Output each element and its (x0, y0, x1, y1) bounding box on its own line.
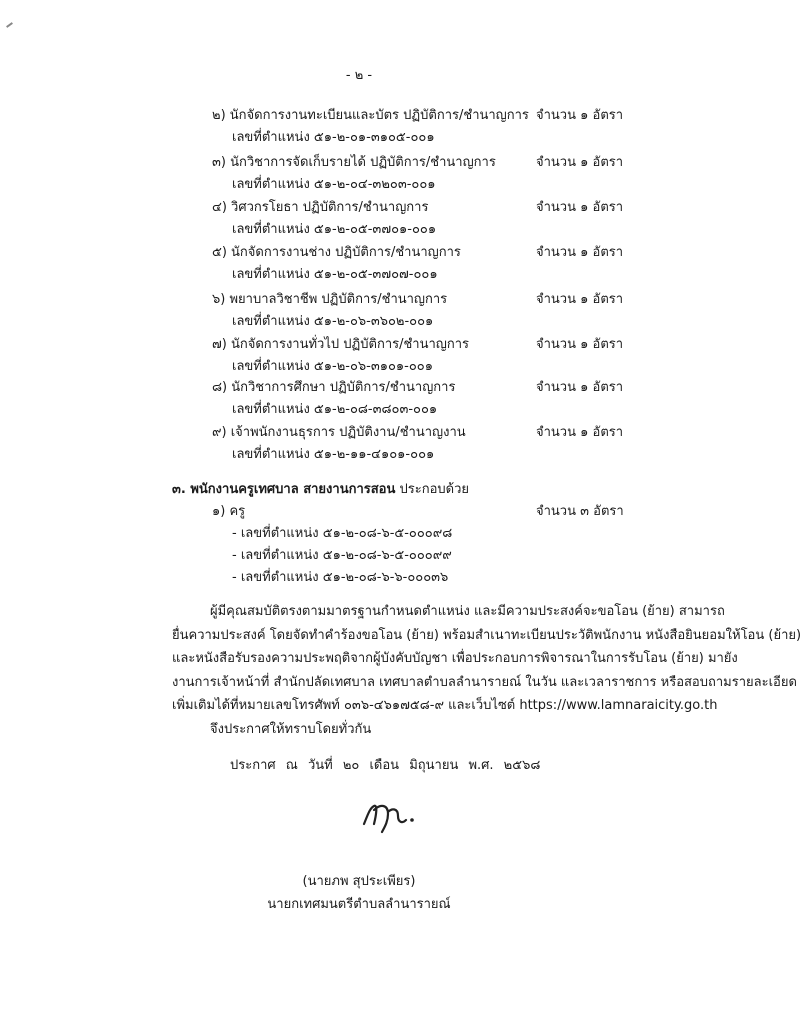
position-code: เลขที่ตำแหน่ง ๕๑-๒-๐๘-๓๘๐๓-๐๐๑ (232, 402, 438, 417)
position-code: เลขที่ตำแหน่ง ๕๑-๒-๐๖-๓๑๐๑-๐๐๑ (232, 359, 433, 374)
paragraph-line: ผู้มีคุณสมบัติตรงตามมาตรฐานกำหนดตำแหน่ง และมีความประสงค์จะขอโอน (ย้าย) สามารถ (210, 604, 725, 619)
teacher-code: - เลขที่ตำแหน่ง ๕๑-๒-๐๘-๖-๕-๐๐๐๙๘ (232, 526, 453, 541)
position-title: ๘) นักวิชาการศึกษา ปฏิบัติการ/ชำนาญการ (212, 380, 456, 395)
position-count: จำนวน ๑ อัตรา (536, 425, 624, 440)
section-3-heading-rest: ประกอบด้วย (395, 482, 470, 497)
position-code: เลขที่ตำแหน่ง ๕๑-๒-๐๕-๓๗๐๑-๐๐๑ (232, 222, 437, 237)
position-code: เลขที่ตำแหน่ง ๕๑-๒-๐๖-๓๖๐๒-๐๐๑ (232, 314, 434, 329)
signer-title: นายกเทศมนตรีตำบลลำนารายณ์ (267, 897, 451, 912)
position-code: เลขที่ตำแหน่ง ๕๑-๒-๐๔-๓๒๐๓-๐๐๑ (232, 177, 436, 192)
announcement-line: จึงประกาศให้ทราบโดยทั่วกัน (210, 722, 372, 737)
signature-image (358, 794, 418, 836)
position-count: จำนวน ๑ อัตรา (536, 108, 624, 123)
position-count: จำนวน ๑ อัตรา (536, 292, 624, 307)
position-title: ๙) เจ้าพนักงานธุรการ ปฏิบัติงาน/ชำนาญงาน (212, 425, 466, 440)
position-code: เลขที่ตำแหน่ง ๕๑-๒-๑๑-๔๑๐๑-๐๐๑ (232, 447, 435, 462)
scan-mark (6, 22, 13, 28)
section-3-heading-bold: ๓. พนักงานครูเทศบาล สายงานการสอน (172, 482, 396, 497)
teacher-count: จำนวน ๓ อัตรา (536, 504, 624, 519)
position-code: เลขที่ตำแหน่ง ๕๑-๒-๐๑-๓๑๐๕-๐๐๑ (232, 130, 435, 145)
position-code: เลขที่ตำแหน่ง ๕๑-๒-๐๕-๓๗๐๗-๐๐๑ (232, 267, 438, 282)
teacher-code: - เลขที่ตำแหน่ง ๕๑-๒-๐๘-๖-๖-๐๐๐๓๖ (232, 570, 449, 585)
body-paragraph (172, 600, 801, 718)
position-count: จำนวน ๑ อัตรา (536, 337, 624, 352)
position-title: ๔) วิศวกรโยธา ปฏิบัติการ/ชำนาญการ (212, 200, 429, 215)
position-title: ๖) พยาบาลวิชาชีพ ปฏิบัติการ/ชำนาญการ (212, 292, 448, 307)
teacher-title: ๑) ครู (212, 504, 246, 519)
position-count: จำนวน ๑ อัตรา (536, 245, 624, 260)
position-count: จำนวน ๑ อัตรา (536, 380, 624, 395)
position-count: จำนวน ๑ อัตรา (536, 200, 624, 215)
paragraph-line: งานการเจ้าหน้าที่ สำนักปลัดเทศบาล เทศบาลตำบลลำนารายณ์ ในวัน และเวลาราชการ หรือสอบถามรายละเอียด (172, 674, 797, 690)
section-3-heading (172, 478, 469, 499)
position-count: จำนวน ๑ อัตรา (536, 155, 624, 170)
page-number: - ๒ - (345, 68, 373, 83)
position-title: ๓) นักวิชาการจัดเก็บรายได้ ปฏิบัติการ/ชำนาญการ (212, 155, 496, 170)
position-title: ๒) นักจัดการงานทะเบียนและบัตร ปฏิบัติการ/ชำนาญการ (212, 108, 529, 123)
signer-name: (นายภพ สุประเพียร) (302, 874, 416, 889)
paragraph-line: ยื่นความประสงค์ โดยจัดทำคำร้องขอโอน (ย้าย) พร้อมสำเนาทะเบียนประวัติพนักงาน หนังสือยินยอมให้โอน (ย้าย) (172, 627, 801, 643)
paragraph-line: และหนังสือรับรองความประพฤติจากผู้บังคับบัญชา เพื่อประกอบการพิจารณาในการรับโอน (ย้าย) มายัง (172, 651, 738, 666)
teacher-code: - เลขที่ตำแหน่ง ๕๑-๒-๐๘-๖-๕-๐๐๐๙๙ (232, 548, 452, 563)
position-title: ๕) นักจัดการงานช่าง ปฏิบัติการ/ชำนาญการ (212, 245, 461, 260)
position-title: ๗) นักจัดการงานทั่วไป ปฏิบัติการ/ชำนาญการ (212, 337, 470, 352)
paragraph-line: เพิ่มเติมได้ที่หมายเลขโทรศัพท์ ๐๓๖-๔๖๑๗๕๘-๙ และเว็บไซต์ https://www.lamnaraicity.go.th (172, 698, 718, 713)
date-line: ประกาศ ณ วันที่ ๒๐ เดือน มิถุนายน พ.ศ. ๒๕๖๘ (230, 758, 541, 773)
